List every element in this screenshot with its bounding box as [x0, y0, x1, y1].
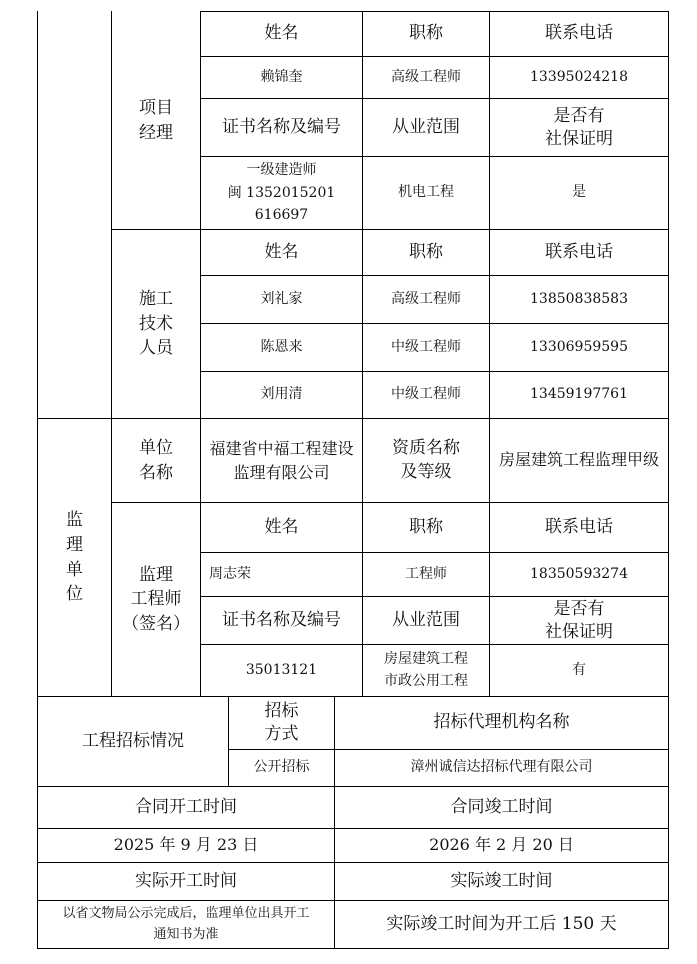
- staff-phone: 13306959595: [530, 338, 628, 355]
- bidding-method-label: 招标 方式: [264, 701, 299, 744]
- pm-cert: 一级建造师 闽 1352015201 616697: [227, 162, 336, 224]
- engineer-phone-header: 联系电话: [545, 516, 613, 537]
- staff-name: 刘礼家: [260, 290, 303, 307]
- pm-phone-header: 联系电话: [545, 23, 613, 44]
- contract-end-label: 合同竣工时间: [450, 796, 553, 817]
- engineer-title: 工程师: [405, 565, 447, 582]
- contract-end-date: 2026 年 2 月 20 日: [429, 835, 574, 855]
- engineer-name-header: 姓名: [264, 516, 299, 537]
- actual-start-label: 实际开工时间: [135, 870, 237, 891]
- staff-title: 中级工程师: [391, 386, 461, 403]
- contract-start-label: 合同开工时间: [135, 796, 237, 817]
- pm-insurance-header: 是否有 社保证明: [545, 105, 613, 149]
- bidding-agency: 漳州诚信达招标代理有限公司: [410, 759, 593, 776]
- staff-name: 陈恩来: [260, 338, 303, 355]
- engineer-name: 周志荣: [209, 565, 251, 582]
- pm-title: 高级工程师: [391, 68, 461, 85]
- project-manager-label: 项目 经理: [139, 97, 173, 143]
- pm-scope-header: 从业范围: [392, 116, 460, 137]
- pm-name-header: 姓名: [264, 23, 299, 44]
- engineer-insurance-header: 是否有 社保证明: [545, 598, 613, 642]
- bidding-method: 公开招标: [253, 759, 310, 776]
- pm-title-header: 职称: [409, 23, 443, 44]
- qualification-label: 资质名称 及等级: [392, 437, 460, 482]
- staff-title: 中级工程师: [391, 338, 461, 355]
- engineer-cert-header: 证书名称及编号: [222, 609, 341, 630]
- staff-phone: 13850838583: [530, 290, 628, 307]
- tech-staff-label: 施工 技术 人员: [139, 289, 173, 359]
- staff-name: 刘用清: [260, 386, 303, 403]
- engineer-insurance: 有: [572, 661, 586, 678]
- supervising-engineer-label: 监理 工程师 （签名）: [122, 564, 190, 634]
- staff-phone: 13459197761: [530, 386, 628, 403]
- staff-phone-header: 联系电话: [545, 241, 613, 262]
- contract-start-date: 2025 年 9 月 23 日: [113, 835, 259, 855]
- staff-title: 高级工程师: [391, 290, 461, 307]
- engineer-title-header: 职称: [409, 516, 443, 537]
- actual-start-note: 以省文物局公示完成后，监理单位出具开工 通知书为准: [62, 905, 310, 942]
- supervision-unit-label: 监 理 单 位: [66, 510, 83, 605]
- bidding-agency-label: 招标代理机构名称: [433, 712, 570, 733]
- pm-cert-header: 证书名称及编号: [222, 116, 341, 137]
- pm-name: 赖锦奎: [260, 68, 303, 85]
- actual-end-note: 实际竣工时间为开工后 150 天: [386, 913, 617, 934]
- pm-scope: 机电工程: [398, 184, 454, 201]
- actual-end-label: 实际竣工时间: [450, 870, 553, 891]
- staff-title-header: 职称: [409, 241, 443, 262]
- unit-name-value: 福建省中福工程建设 监理有限公司: [209, 438, 354, 482]
- pm-insurance: 是: [572, 184, 586, 201]
- qualification-value: 房屋建筑工程监理甲级: [498, 450, 659, 470]
- engineer-scope: 房屋建筑工程 市政公用工程: [384, 650, 468, 689]
- engineer-phone: 18350593274: [530, 565, 628, 582]
- engineer-cert: 35013121: [245, 661, 318, 678]
- staff-name-header: 姓名: [264, 241, 299, 262]
- engineer-scope-header: 从业范围: [392, 609, 460, 630]
- pm-phone: 13395024218: [530, 68, 628, 85]
- table-rule: [37, 948, 669, 949]
- bidding-label: 工程招标情况: [82, 730, 184, 751]
- table-rule: [668, 11, 669, 949]
- unit-name-label: 单位 名称: [139, 437, 173, 483]
